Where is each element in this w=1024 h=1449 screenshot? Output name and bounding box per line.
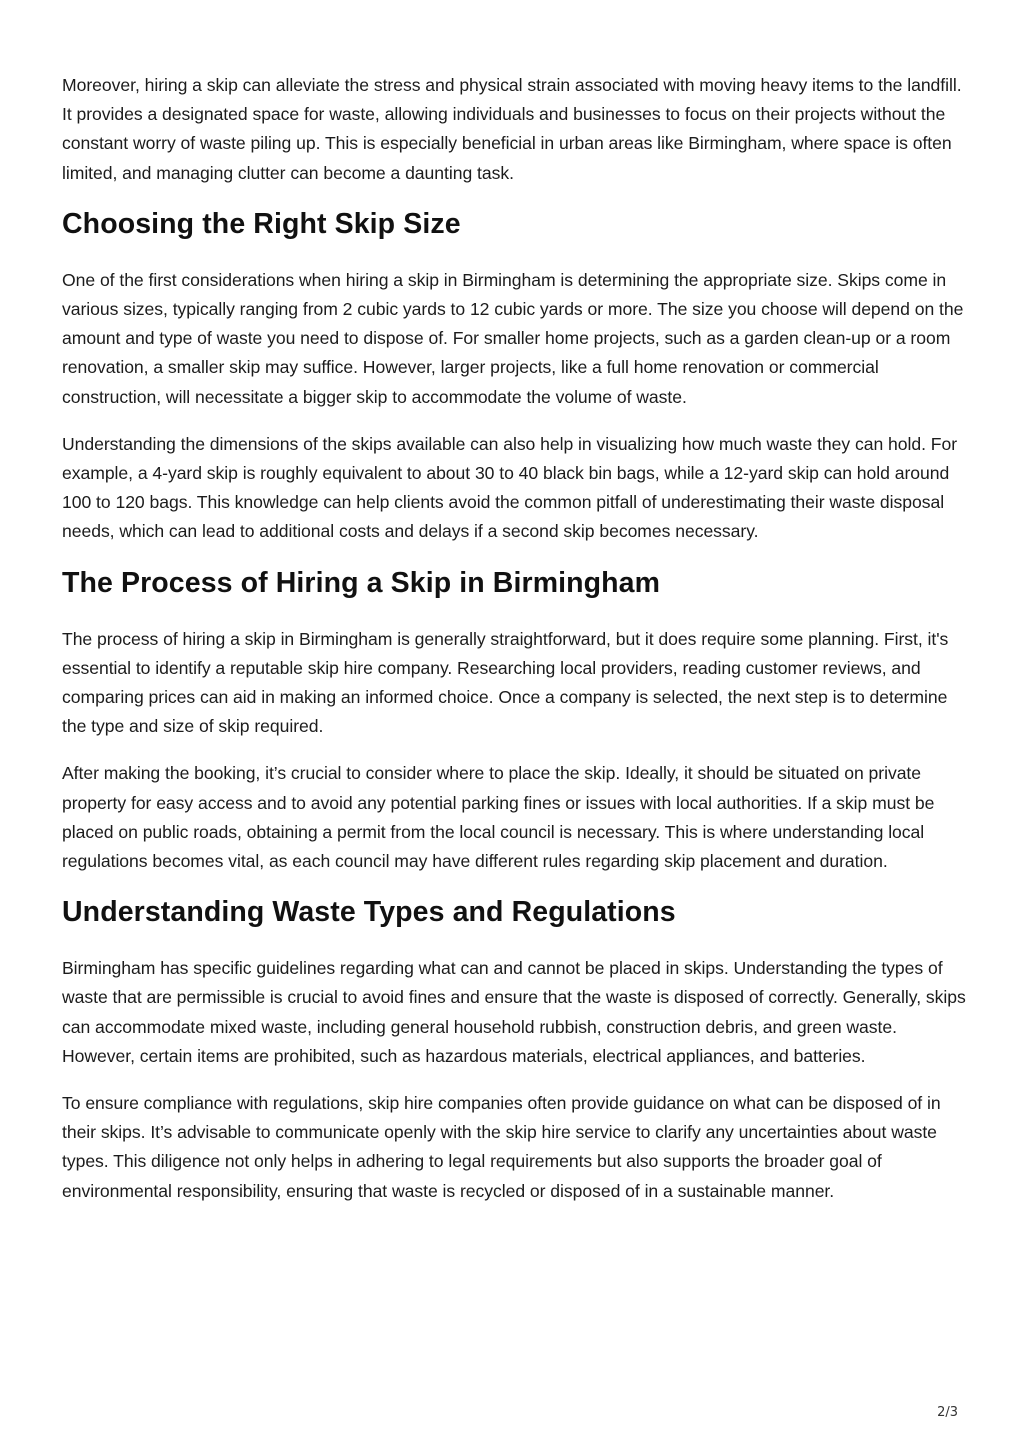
paragraph-skip-benefits: Moreover, hiring a skip can alleviate the stress and physical strain associated with moving heavy items to the landfill. It provides a designated space for waste, allowing individuals and businesses to focus on their projects without the constant worry of waste piling up. This is especially beneficial in urban areas like Birmingham, where space is often limited, and managing clutter can become a daunting task. — [62, 75, 962, 183]
heading-waste-types: Understanding Waste Types and Regulations — [62, 896, 676, 929]
paragraph-hiring-steps: The process of hiring a skip in Birmingham is generally straightforward, but it does require some planning. First, it's essential to identify a reputable skip hire company. Researching local providers, reading customer reviews, and comparing prices can aid in making an informed choice. Once a company is selected, the next step is to determine the type and size of skip required. — [62, 628, 949, 737]
paragraph-waste-guidelines: Birmingham has specific guidelines regarding what can and cannot be placed in skips. Understanding the types of waste that are permissible is crucial to avoid fines and ensure that the waste is disposed of correctly. Generally, skips can accommodate mixed waste, including general household rubbish, construction debris, and green waste. However, certain items are prohibited, such as hazardous materials, electrical appliances, and batteries. — [62, 958, 966, 1066]
page-number: 2/3 — [937, 1405, 958, 1420]
paragraph-skip-dimensions: Understanding the dimensions of the skips available can also help in visualizing how much waste they can hold. For example, a 4-yard skip is roughly equivalent to about 30 to 40 black bin bags, while a 12-yard skip can hold around 100 to 120 bags. This knowledge can help clients avoid the common pitfall of underestimating their waste disposal needs, which can lead to additional costs and delays if a second skip becomes necessary. — [62, 433, 958, 542]
heading-choosing-skip-size: Choosing the Right Skip Size — [62, 207, 461, 240]
document-body — [62, 71, 967, 1224]
paragraph-skip-placement: After making the booking, it’s crucial to consider where to place the skip. Ideally, it should be situated on private property for easy access and to avoid any potential parking fines or issues with local authorities. If a skip must be placed on public roads, obtaining a permit from the local council is necessary. This is where understanding local regulations becomes vital, as each council may have different rules regarding skip placement and duration. — [62, 763, 935, 872]
paragraph-skip-sizes: One of the first considerations when hiring a skip in Birmingham is determining the appropriate size. Skips come in various sizes, typically ranging from 2 cubic yards to 12 cubic yards or more. The size you choose will depend on the amount and type of waste you need to dispose of. For smaller home projects, such as a garden clean-up or a room renovation, a smaller skip may suffice. However, larger projects, like a full home renovation or commercial construction, will necessitate a bigger skip to accommodate the volume of waste. — [62, 269, 964, 407]
paragraph-compliance: To ensure compliance with regulations, skip hire companies often provide guidance on what can be disposed of in their skips. It’s advisable to communicate openly with the skip hire service to clarify any uncertainties about waste types. This diligence not only helps in adhering to legal requirements but also supports the broader goal of environmental responsibility, ensuring that waste is recycled or disposed of in a sustainable manner. — [62, 1093, 941, 1201]
heading-hiring-process: The Process of Hiring a Skip in Birmingham — [62, 566, 661, 599]
